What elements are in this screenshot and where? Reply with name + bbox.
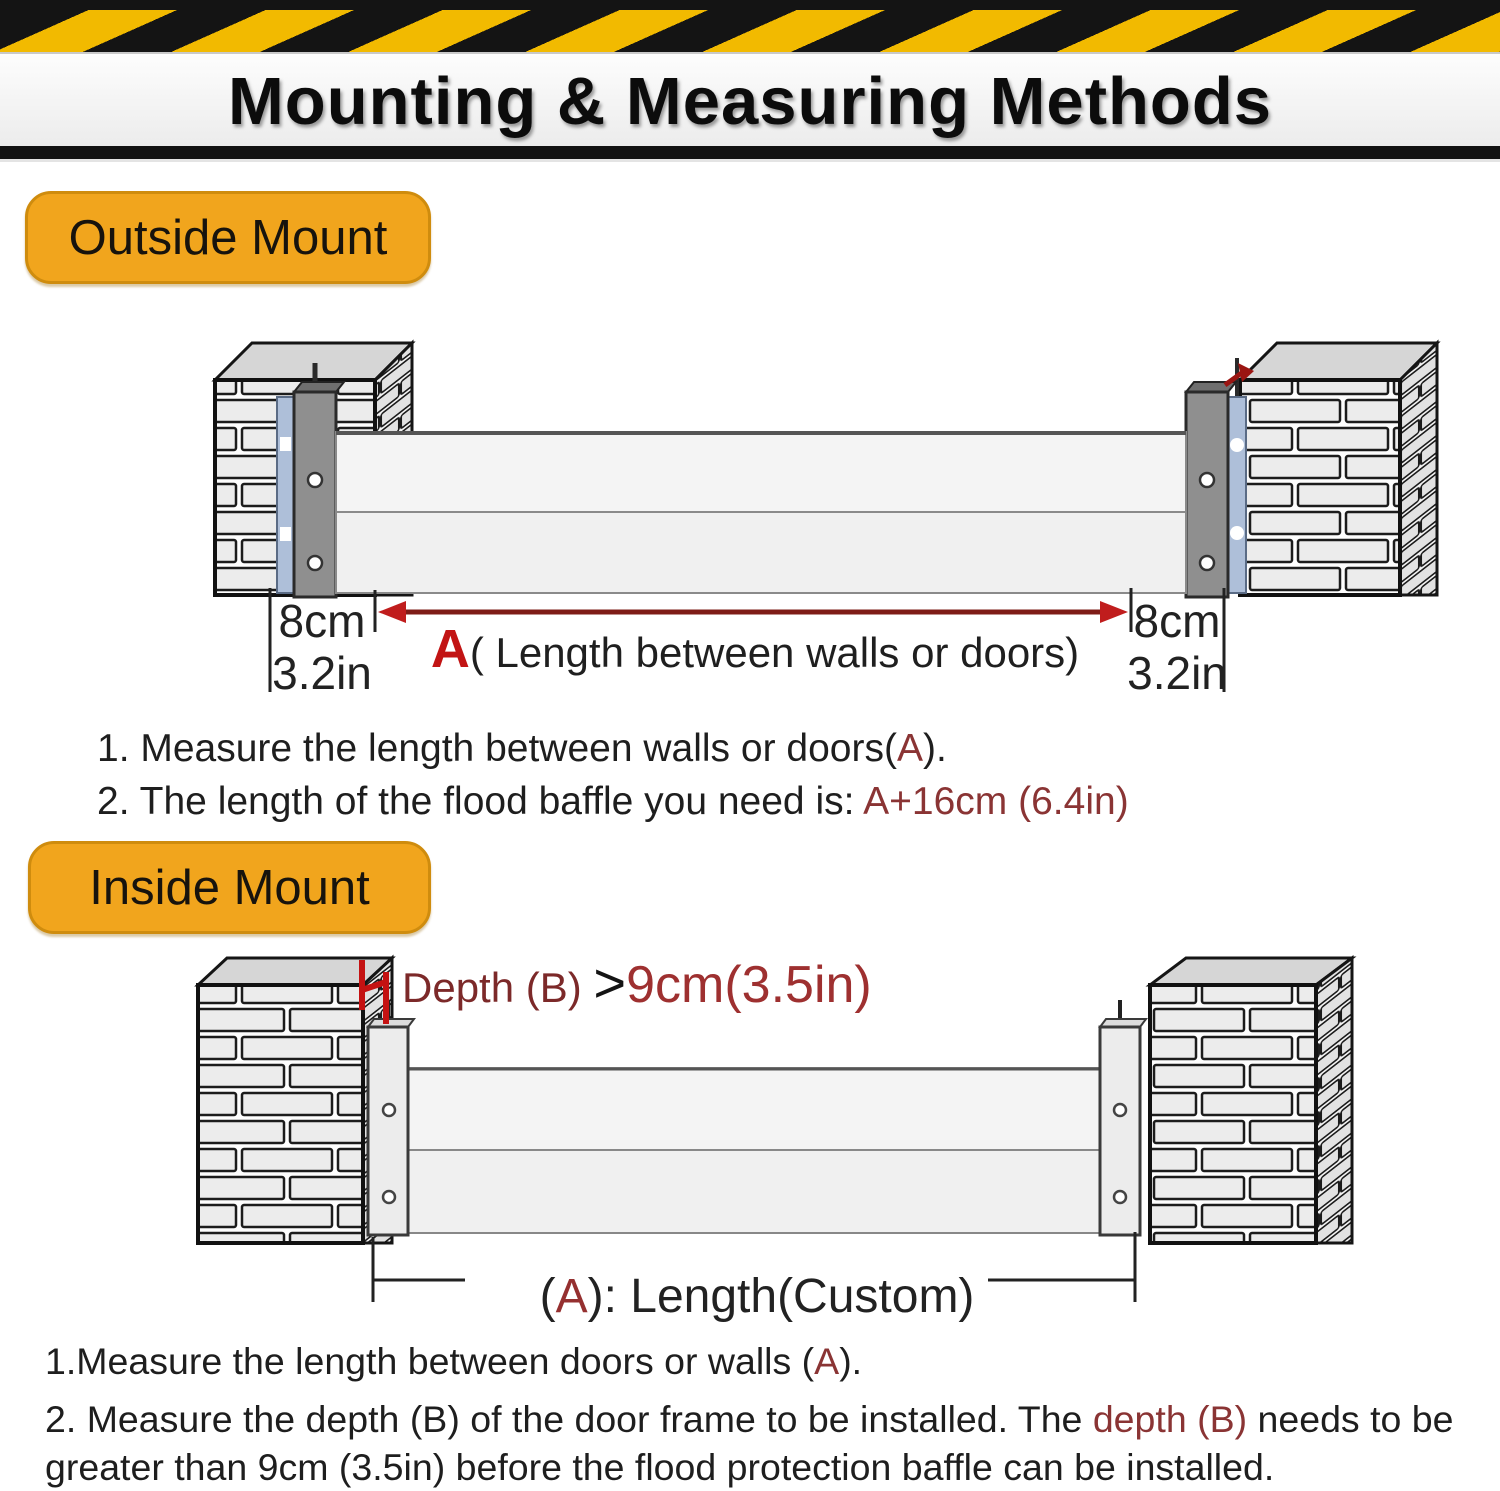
banner-divider-bar: [0, 146, 1500, 159]
outside-step-2: [97, 775, 1457, 828]
barrier-panel-bottom: [408, 1150, 1100, 1233]
outside-step-2-pre: 2. The length of the flood baffle you need is:: [97, 780, 864, 824]
seal-dot: [1230, 526, 1244, 540]
depth-annotation: [402, 951, 872, 1014]
inside-mount-badge: [28, 841, 431, 934]
pillar-front-face: [198, 985, 363, 1243]
span-label-a: A: [430, 619, 470, 679]
length-label-post: ): Length(Custom): [587, 1270, 975, 1323]
outside-step-1-em: A: [896, 727, 923, 770]
depth-gt-sign: >: [593, 951, 627, 1014]
outside-right-pillar: [1186, 343, 1437, 597]
screw-hole: [1200, 473, 1214, 487]
inside-step-1-post: ).: [839, 1340, 863, 1382]
inside-bracket-right: [1100, 1000, 1146, 1235]
inside-step-2: [45, 1395, 1477, 1491]
flood-barrier-outside: [336, 432, 1186, 593]
screw-hole: [308, 473, 322, 487]
flood-barrier-inside: [408, 1068, 1100, 1233]
screw-hole: [1200, 556, 1214, 570]
length-label-pre: (: [539, 1270, 556, 1323]
seal-strip-left: [277, 397, 294, 593]
span-label: [431, 619, 1079, 679]
inside-step-2-post: needs to be greater than 9cm (3.5in) before the flood protection baffle can be installed.: [45, 1398, 1454, 1488]
outside-step-1: [97, 722, 1457, 775]
barrier-panel-bottom: [336, 512, 1186, 593]
dim-right-in: 3.2in: [1127, 647, 1227, 699]
inside-mount-badge-label: Inside Mount: [89, 860, 370, 915]
pillar-front-face: [1150, 985, 1316, 1243]
screw-hole: [383, 1104, 395, 1116]
seal-dot: [1230, 438, 1244, 452]
inside-right-pillar: [1150, 958, 1352, 1243]
pillar-front-face: [1240, 380, 1400, 595]
inside-mount-diagram: [0, 950, 1500, 1350]
outside-mount-badge: [25, 191, 431, 284]
inside-step-1-em: A: [814, 1340, 840, 1382]
hazard-banner: [0, 0, 1500, 159]
seal-strip-right: [1228, 397, 1246, 593]
banner-top-strip: [0, 0, 1500, 10]
page-title: Mounting & Measuring Methods: [0, 54, 1500, 146]
outside-mount-diagram: [0, 285, 1500, 705]
arrow-head-left-icon: [378, 601, 406, 623]
outside-dimensions: [270, 588, 1227, 699]
dim-left-cm: 8cm: [278, 595, 366, 647]
arrow-head-right-icon: [1100, 601, 1128, 623]
seal-dot: [280, 437, 291, 451]
outside-mount-instructions: [97, 722, 1457, 828]
outside-step-1-pre: 1. Measure the length between walls or doors(: [97, 727, 897, 770]
depth-value: 9cm(3.5in): [626, 956, 872, 1014]
screw-hole: [308, 556, 322, 570]
barrier-panel-top: [336, 432, 1186, 512]
screw-hole: [1114, 1104, 1126, 1116]
inside-mount-instructions: [45, 1337, 1477, 1491]
inside-step-1: [45, 1337, 1477, 1385]
pillar-side-face: [1400, 343, 1437, 595]
inside-step-2-em: depth (B): [1092, 1398, 1248, 1440]
span-label-caption: ( Length between walls or doors): [469, 629, 1080, 676]
outside-step-2-em: A+16cm (6.4in): [863, 780, 1129, 824]
inside-bracket-left: [368, 1000, 414, 1235]
seal-dot: [280, 527, 291, 541]
length-annotation: [540, 1270, 975, 1323]
screw-hole: [1114, 1191, 1126, 1203]
screw-hole: [383, 1191, 395, 1203]
barrier-panel-top: [408, 1068, 1100, 1150]
dim-left-in: 3.2in: [272, 647, 372, 699]
length-label-a: A: [555, 1270, 588, 1323]
hazard-stripes: [0, 10, 1500, 54]
inside-step-2-pre: 2. Measure the depth (B) of the door frame to be installed. The: [45, 1398, 1093, 1440]
pillar-side-face: [1316, 958, 1352, 1243]
outside-mount-badge-label: Outside Mount: [68, 210, 388, 265]
outside-step-1-post: ).: [922, 727, 947, 770]
inside-step-1-pre: 1.Measure the length between doors or walls (: [45, 1340, 815, 1382]
inside-dimensions: [373, 1232, 1135, 1323]
depth-label: Depth (B): [402, 964, 594, 1011]
dim-right-cm: 8cm: [1133, 595, 1221, 647]
